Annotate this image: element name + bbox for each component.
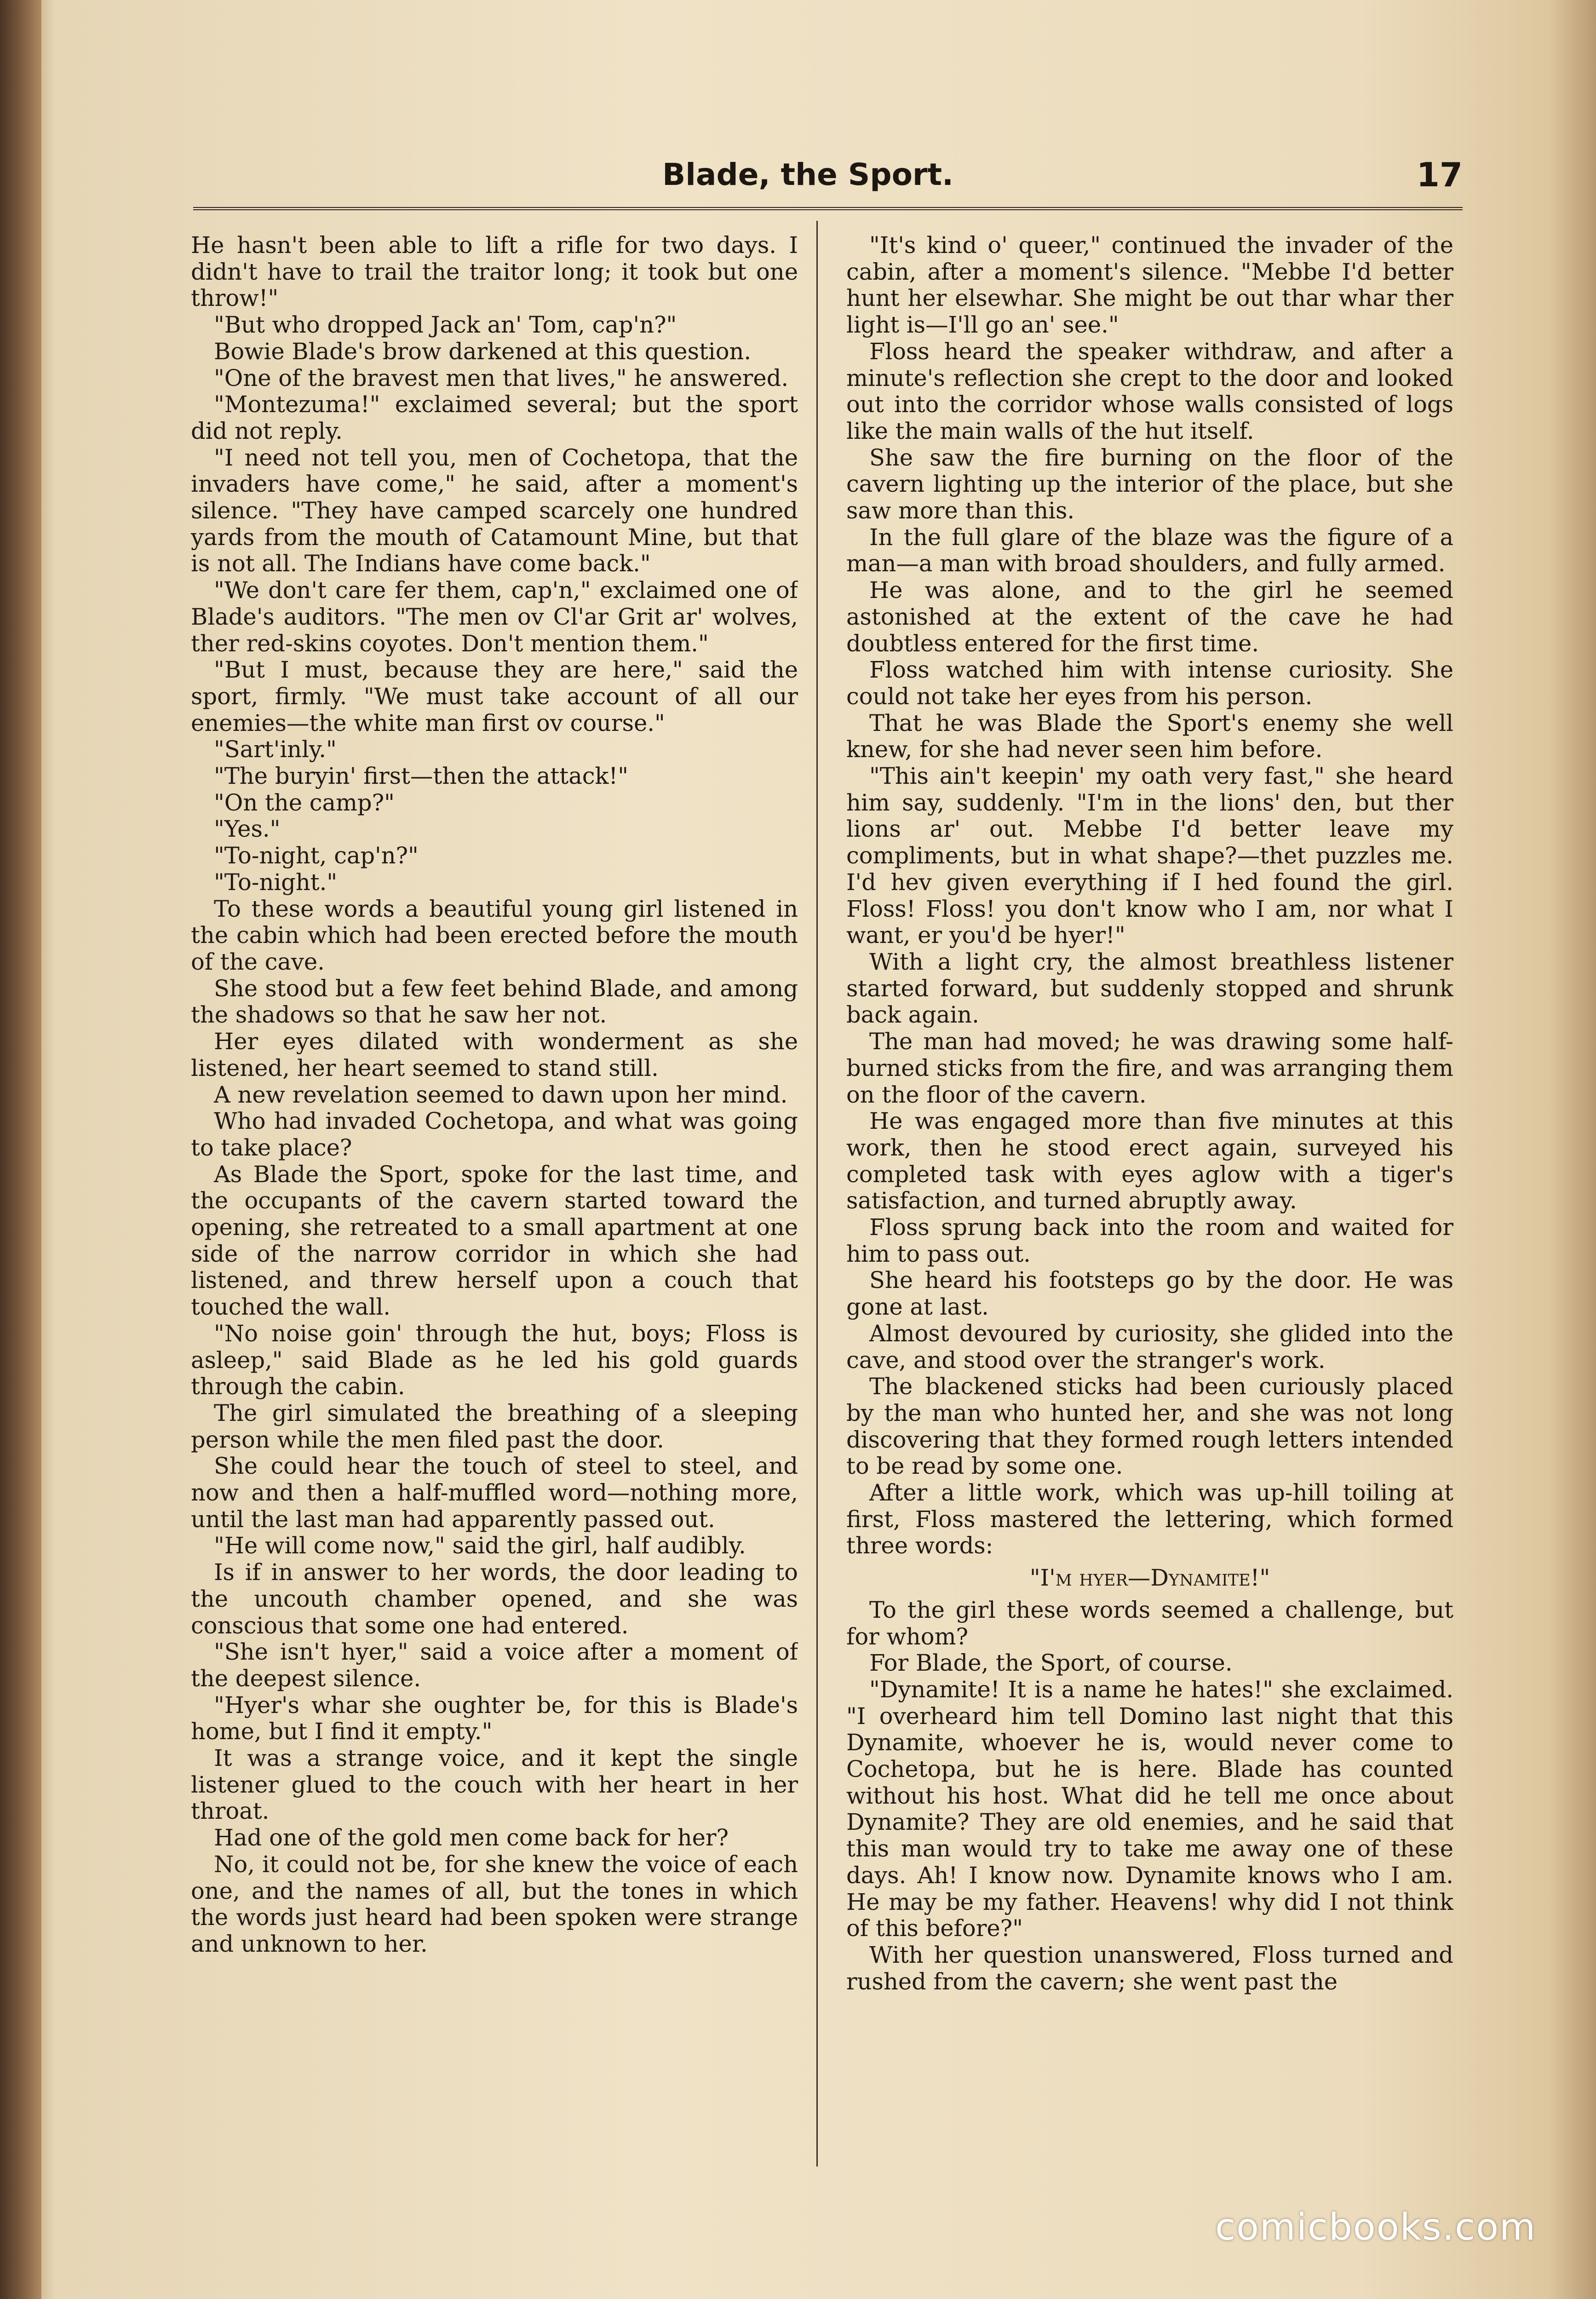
- paragraph: He hasn't been able to lift a rifle for two days. I didn't have to trail the traitor long; it took but one throw!": [191, 232, 798, 312]
- paragraph: She stood but a few feet behind Blade, and among the shadows so that he saw her not.: [191, 975, 798, 1029]
- header-rule: [193, 207, 1463, 210]
- paragraph: Almost devoured by curiosity, she glided into the cave, and stood over the stranger's work.: [846, 1320, 1453, 1374]
- paragraph: "He will come now," said the girl, half audibly.: [214, 1532, 746, 1559]
- book-binding-edge: [0, 0, 41, 2299]
- paragraph: Is if in answer to her words, the door leading to the uncouth chamber opened, and she was conscious that some one had entered.: [191, 1559, 798, 1639]
- paragraph: "But who dropped Jack an' Tom, cap'n?": [214, 311, 677, 339]
- paragraph: "Yes.": [214, 816, 281, 843]
- page-number: 17: [1416, 155, 1463, 194]
- paragraph: "I need not tell you, men of Cochetopa, that the invaders have come," he said, after a moment's silence. "They have camped scarcely one hundred yards from the mouth of Catamount Mine, but that is not all. The Indians have come back.": [191, 444, 798, 577]
- paragraph: Floss sprung back into the room and waited for him to pass out.: [846, 1214, 1453, 1267]
- paragraph: She could hear the touch of steel to steel, and now and then a half-muffled word—nothing more, until the last man had apparently passed out.: [191, 1453, 798, 1533]
- paragraph: With a light cry, the almost breathless listener started forward, but suddenly stopped and shrunk back again.: [846, 948, 1453, 1029]
- paragraph: She saw the fire burning on the floor of the cavern lighting up the interior of the place, but she saw more than this.: [846, 444, 1453, 524]
- running-title: Blade, the Sport.: [662, 157, 954, 192]
- left-column: [191, 232, 798, 2164]
- paragraph: He was alone, and to the girl he seemed astonished at the extent of the cave he had doubtless entered for the first time.: [846, 577, 1453, 657]
- paragraph: "I'm hyer—Dynamite!": [1029, 1564, 1270, 1592]
- paragraph: As Blade the Sport, spoke for the last time, and the occupants of the cavern started toward the opening, she retreated to a small apartment at one side of the narrow corridor in which she had listened, and threw herself upon a couch that touched the wall.: [191, 1161, 798, 1321]
- paragraph: It was a strange voice, and it kept the single listener glued to the couch with her heart in her throat.: [191, 1745, 798, 1825]
- paragraph: After a little work, which was up-hill toiling at first, Floss mastered the lettering, which formed three words:: [846, 1479, 1453, 1559]
- paragraph: Floss watched him with intense curiosity. She could not take her eyes from his person.: [846, 656, 1453, 710]
- paragraph: Bowie Blade's brow darkened at this question.: [214, 338, 752, 365]
- paragraph: Who had invaded Cochetopa, and what was going to take place?: [191, 1108, 798, 1161]
- paragraph: "The buryin' first—then the attack!": [214, 763, 629, 790]
- watermark: comicbooks.com: [1215, 2206, 1536, 2248]
- paragraph: "To-night, cap'n?": [214, 842, 419, 869]
- paragraph: "One of the bravest men that lives," he answered.: [214, 364, 789, 391]
- paragraph: To these words a beautiful young girl listened in the cabin which had been erected before the mouth of the cave.: [191, 895, 798, 975]
- paragraph: He was engaged more than five minutes at this work, then he stood erect again, surveyed his completed task with eyes aglow with a tiger's satisfaction, and turned abruptly away.: [846, 1108, 1453, 1214]
- paragraph: A new revelation seemed to dawn upon her mind.: [214, 1081, 788, 1108]
- paragraph: "This ain't keepin' my oath very fast," she heard him say, suddenly. "I'm in the lions' den, but ther lions ar' out. Mebbe I'd better leave my compliments, but in what shape?—thet puzzles me. I'd hev given everything if I hed found the girl. Floss! Floss! you don't know who I am, nor what I want, er you'd be hyer!": [846, 763, 1453, 949]
- paragraph: With her question unanswered, Floss turned and rushed from the cavern; she went past the: [846, 1942, 1453, 1995]
- paragraph: "Hyer's whar she oughter be, for this is Blade's home, but I find it empty.": [191, 1691, 798, 1745]
- paragraph: "She isn't hyer," said a voice after a moment of the deepest silence.: [191, 1638, 798, 1692]
- paragraph: The blackened sticks had been curiously placed by the man who hunted her, and she was not long discovering that they formed rough letters intended to be read by some one.: [846, 1373, 1453, 1480]
- paragraph: Her eyes dilated with wonderment as she listened, her heart seemed to stand still.: [191, 1028, 798, 1081]
- right-column: [846, 232, 1453, 2164]
- paragraph: The man had moved; he was drawing some half-burned sticks from the fire, and was arranging them on the floor of the cavern.: [846, 1028, 1453, 1108]
- paragraph: "Dynamite! It is a name he hates!" she exclaimed. "I overheard him tell Domino last night that this Dynamite, whoever he is, would never come to Cochetopa, but he is here. Blade has counted without his host. What did he tell me once about Dynamite? They are old enemies, and he said that this man would try to take me away one of these days. Ah! I know now. Dynamite knows who I am. He may be my father. Heavens! why did I not think of this before?": [846, 1676, 1453, 1942]
- paragraph: "To-night.": [214, 868, 338, 896]
- paragraph: "It's kind o' queer," continued the invader of the cabin, after a moment's silence. "Mebbe I'd better hunt her elsewhar. She might be out thar whar ther light is—I'll go an' see.": [846, 232, 1453, 339]
- column-divider: [816, 221, 818, 2167]
- paragraph: For Blade, the Sport, of course.: [869, 1650, 1233, 1677]
- paragraph: "Montezuma!" exclaimed several; but the sport did not reply.: [191, 391, 798, 444]
- paragraph: Floss heard the speaker withdraw, and after a minute's reflection she crept to the door and looked out into the corridor whose walls consisted of logs like the main walls of the hut itself.: [846, 338, 1453, 444]
- paragraph: "No noise goin' through the hut, boys; Floss is asleep," said Blade as he led his gold guards through the cabin.: [191, 1320, 798, 1400]
- paragraph: "But I must, because they are here," said the sport, firmly. "We must take account of all our enemies—the white man first ov course.": [191, 656, 798, 736]
- paragraph: The girl simulated the breathing of a sleeping person while the men filed past the door.: [191, 1399, 798, 1453]
- paragraph: She heard his footsteps go by the door. He was gone at last.: [846, 1267, 1453, 1321]
- paragraph: Had one of the gold men come back for her?: [214, 1824, 729, 1851]
- paragraph: In the full glare of the blaze was the figure of a man—a man with broad shoulders, and fully armed.: [846, 523, 1453, 577]
- paragraph: No, it could not be, for she knew the voice of each one, and the names of all, but the tones in which the words just heard had been spoken were strange and unknown to her.: [191, 1851, 798, 1957]
- paragraph: "On the camp?": [214, 789, 395, 816]
- paragraph: That he was Blade the Sport's enemy she well knew, for she had never seen him before.: [846, 709, 1453, 763]
- page-header: [662, 152, 1463, 207]
- paragraph: "We don't care fer them, cap'n," exclaimed one of Blade's auditors. "The men ov Cl'ar Grit ar' wolves, ther red-skins coyotes. Don't mention them.": [191, 577, 798, 657]
- paragraph: To the girl these words seemed a challenge, but for whom?: [846, 1596, 1453, 1650]
- paragraph: "Sart'inly.": [214, 736, 337, 763]
